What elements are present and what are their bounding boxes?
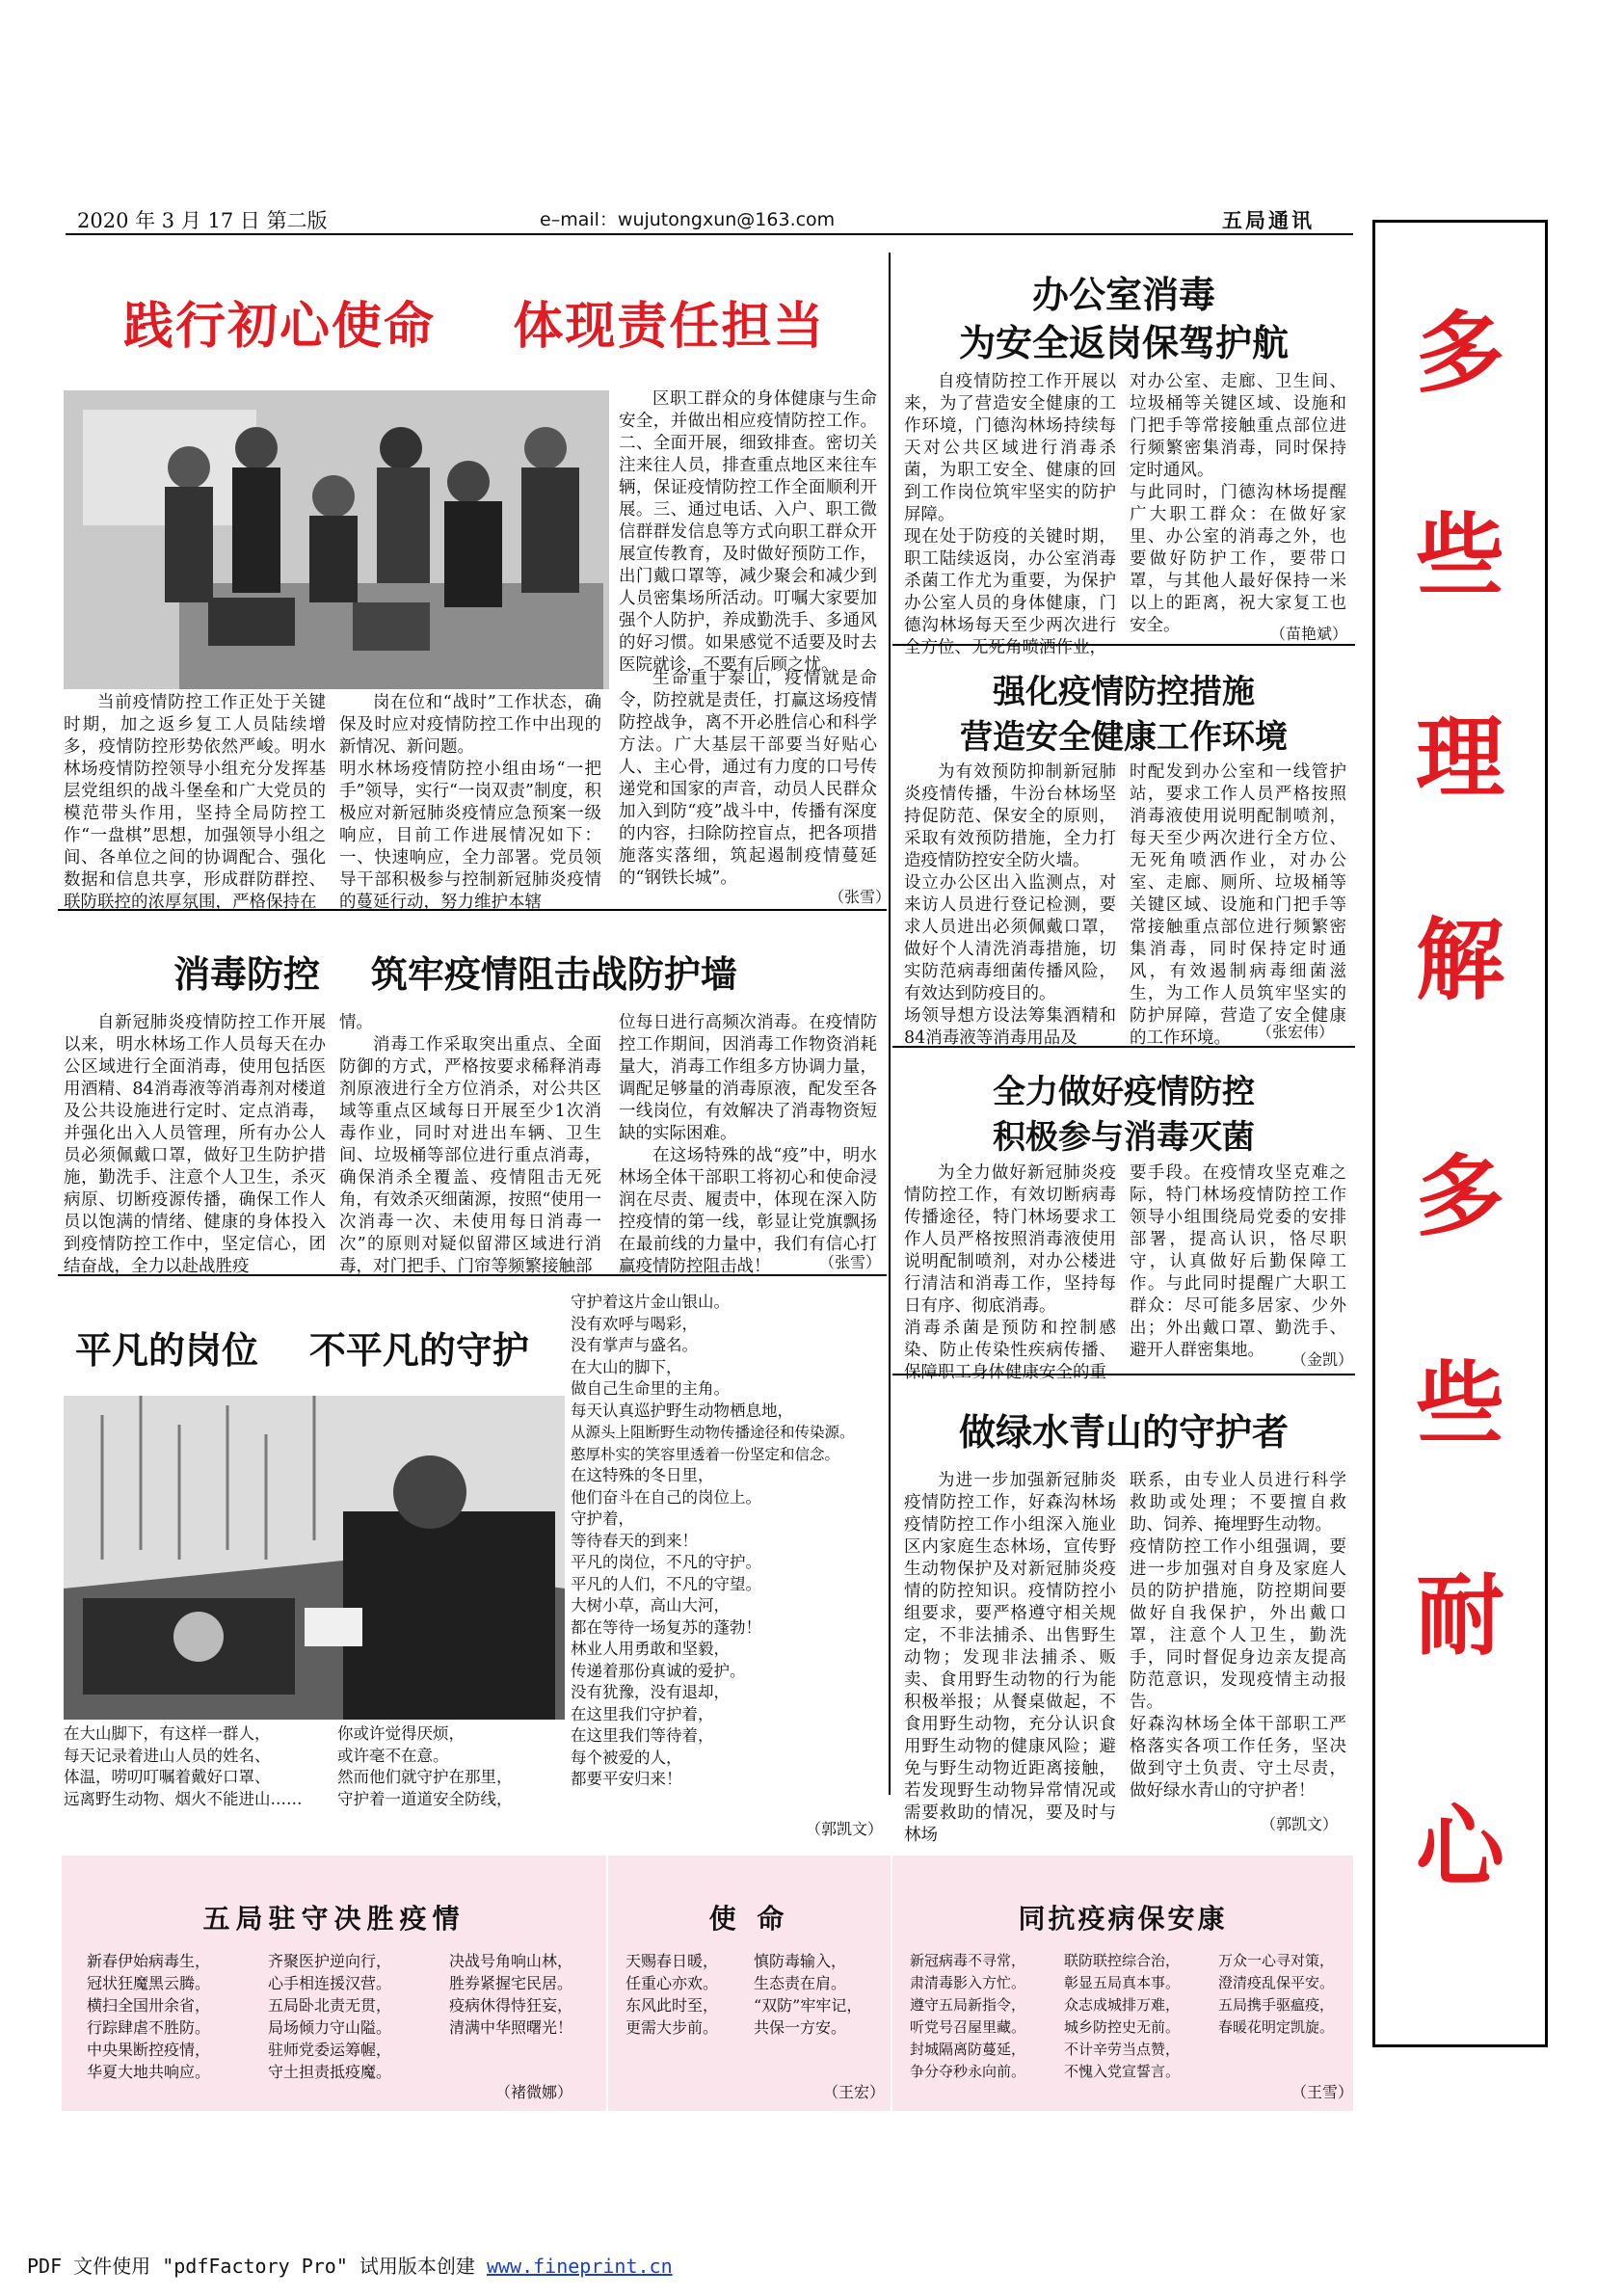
header-rule xyxy=(66,233,1353,235)
article-title: 办公室消毒 xyxy=(1031,274,1215,316)
byline: （王宏） xyxy=(823,2083,886,2101)
poem-line: 体温，唠叨叮嘱着戴好口罩、 xyxy=(64,1768,271,1786)
footer-note xyxy=(27,2251,673,2279)
article-title: 平凡的岗位 不平凡的守护 xyxy=(75,1329,529,1372)
article-2-col3a: 位每日进行高频次消毒。在疫情防控工作期间，因消毒工作物资消耗量大，消毒工作组多方协调力量，调配足够量的消毒原液，配发至各一线岗位，有效解决了消毒物资短缺的实际困难。 xyxy=(619,1013,877,1143)
header-email: e–mail：wujutongxun@163.com xyxy=(540,209,836,230)
article-5-col1: 为有效预防抑制新冠肺炎疫情传播，牛汾台林场坚持促防范、保安全的原则，采取有效预防措施，全力打造疫情防控安全防火墙。 设立办公区出入监测点，对来访人员进行登记检测，要求人员进出必须佩戴口罩，做好个人清洗消毒措施，切实防范病毒细菌传播风险，有效达到防疫目的。 场领导想方设法筹集酒精和84消毒液等消毒用品及 xyxy=(904,762,1116,1048)
banner-char: 些 xyxy=(1415,1352,1504,1455)
article-1-col2: 岗在位和“战时”工作状态，确保及时应对疫情防控工作中出现的新情况、新问题。 明水林场疫情防控小组由场“一把手”领导，实行“一岗双责”制度，积极应对新冠肺炎疫情应急预案一级响应，目前工作进展情况如下：一、快速响应，全力部署。党员领导干部积极参与控制新冠肺炎疫情的蔓延行动，努力维护本辖 xyxy=(339,693,601,912)
poem-mid xyxy=(337,1723,569,1810)
article-title: 践行初心使命 体现责任担当 xyxy=(123,298,826,356)
poem-column: 联防联控综合治， 彰显五局真本事。 众志成城排万难， 城乡防控史无前。 不计辛劳当点赞， 不愧入党宣誓言。 xyxy=(1064,1952,1181,2080)
poem-line: 在大山的脚下， xyxy=(571,1357,682,1376)
poem-line: 都在等待一场复苏的蓬勃！ xyxy=(571,1617,761,1637)
poem-line: 或许毫不在意。 xyxy=(337,1746,449,1765)
poem-title: 五局驻守决胜疫情 xyxy=(202,1903,466,1935)
poem-line: 没有犹豫，没有退却， xyxy=(571,1683,730,1701)
poems-box xyxy=(62,1855,1353,2111)
article-2-col2b: 消毒工作采取突出重点、全面防御的方式，严格按要求稀释消毒剂原液进行全方位消杀，对公共区域等重点区域每日开展至少1次消毒作业，同时对进出车辆、卫生间、垃圾桶等部位进行重点消毒，确保消杀全覆盖、疫情阻击无死角，有效杀灭细菌源，按照“使用一次消毒一次、未使用每日消毒一次”的原则对疑似留滞区域进行消毒，对门把手、门帘等频繁接触部 xyxy=(339,1035,601,1276)
byline: （张雪） xyxy=(819,1253,882,1271)
article-1-col3b: 生命重于泰山，疫情就是命令，防控就是责任，打赢这场疫情防控战争，离不开必胜信心和科学方法。广大基层干部要当好贴心人、主心骨，通过有力度的口号传递党和国家的声音，动员人民群众加入到防“疫”战斗中，传播有深度的内容，扫除防控盲点，把各项措施落实落细，筑起遏制疫情蔓延的“钢铁长城”。 xyxy=(619,669,877,888)
poem-line: 守护着， xyxy=(571,1509,634,1528)
article-subtitle: 积极参与消毒灭菌 xyxy=(993,1118,1255,1157)
article-5-col2: 时配发到办公室和一线管护站，要求工作人员严格按照消毒液使用说明配制喷剂，每天至少两次进行全方位、无死角喷洒作业，对办公室、走廊、厕所、垃圾桶等关键区域、设施和门把手等常接触重点部位进行频繁密集消毒，同时保持定时通风，有效遏制病毒细菌滋生，为工作人员筑牢坚实的防护屏障，营造了安全健康的工作环境。 xyxy=(1130,762,1346,1048)
banner-char: 理 xyxy=(1415,707,1504,810)
poem-column: 慎防毒输入， 生态责在肩。 “双防”牢牢记， 共保一方安。 xyxy=(754,1952,863,2037)
poem-column: 天赐春日暖， 任重心亦欢。 东风此时至， 更需大步前。 xyxy=(625,1952,719,2037)
article-6-col2: 要手段。在疫情攻坚克难之际，特门林场疫情防控工作领导小组围绕局党委的安排部署，提高认识，恪尽职守，认真做好后勤保障工作。与此同时提醒广大职工群众：尽可能多居家、少外出；外出戴口罩、勤洗手、避开人群密集地。 xyxy=(1130,1163,1346,1360)
poem-line: 在这特殊的冬日里， xyxy=(571,1466,714,1484)
footer-link[interactable]: www.fineprint.cn xyxy=(486,2255,673,2278)
poem-line: 憨厚朴实的笑容里透着一份坚定和信念。 xyxy=(571,1445,840,1463)
poem-line: 大树小草，高山大河， xyxy=(571,1596,730,1615)
article-title: 全力做好疫情防控 xyxy=(993,1073,1255,1111)
byline: （郭凯文） xyxy=(1261,1815,1339,1833)
poem-column: 新冠病毒不寻常， 肃清毒影入方忙。 遵守五局新指令， 听党号召屋里藏。 封城隔离防蔓延， 争分夺秒永向前。 xyxy=(910,1952,1026,2080)
article-2-col2a: 情。 xyxy=(339,1013,373,1032)
banner-char: 解 xyxy=(1415,909,1504,1012)
article-title: 做绿水青山的守护者 xyxy=(958,1411,1289,1454)
poem-line: 在这里我们守护着， xyxy=(571,1704,714,1723)
article-4-col2: 对办公室、走廊、卫生间、垃圾桶等关键区域、设施和门把手等常接触重点部位进行频繁密集消毒，同时保持定时通风。 与此同时，门德沟林场提醒广大职工群众：在做好家里、办公室的消毒之外，也要做好防护工作，要带口罩，与其他人最好保持一米以上的距离，祝大家复工也安全。 xyxy=(1130,372,1346,635)
poem-line: 平凡的人们，不凡的守望。 xyxy=(571,1574,761,1593)
poem-line: 你或许觉得厌烦， xyxy=(337,1724,465,1743)
poem-line: 每个被爱的人， xyxy=(571,1748,682,1767)
side-banner xyxy=(1372,220,1548,2047)
article-subtitle: 为安全返岗保驾护航 xyxy=(958,322,1289,364)
article-7-col1: 为进一步加强新冠肺炎疫情防控工作，好森沟林场疫情防控工作小组深入施业区内家庭生态林场，宣传野生动物保护及对新冠肺炎疫情的防控知识。疫情防控小组要求，要严格遵守相关规定，不非法捕杀、出售野生动物；发现非法捕杀、贩卖、食用野生动物的行为能积极举报；从餐桌做起，不食用野生动物，充分认识食用野生动物的健康风险；避免与野生动物近距离接触，若发现野生动物异常情况或需要救助的情况，要及时与林场 xyxy=(904,1471,1116,1845)
poem-divider xyxy=(891,1855,892,2111)
poem-line: 都要平安归来！ xyxy=(571,1770,682,1788)
article-title: 强化疫情防控措施 xyxy=(993,673,1255,711)
byline: （王雪） xyxy=(1291,2083,1354,2101)
poem-column: 齐聚医护逆向行， 心手相连援汉营。 五局卧北责无贯， 局场倾力守山隘。 驻师党委运筹幄， 守土担责抵疫魔。 xyxy=(268,1952,392,2081)
poem-line: 没有欢呼与喝彩， xyxy=(571,1314,698,1333)
article-4-col1: 自疫情防控工作开展以来，为了营造安全健康的工作环境，门德沟林场持续每天对公共区域进行消毒杀菌，为职工安全、健康的回到工作岗位筑牢坚实的防护屏障。 现在处于防疫的关键时期，职工陆续返岗，办公室消毒杀菌工作尤为重要，为保护办公室人员的身体健康，门德沟林场每天至少两次进行全方位、无死角喷洒作业， xyxy=(904,372,1116,657)
article-7-col2: 联系，由专业人员进行科学救助或处理；不要擅自救助、饲养、掩埋野生动物。 疫情防控工作小组强调，要进一步加强对自身及家庭人员的防护措施，防控期间要做好自我保护，外出戴口罩，注意个人卫生，勤洗手，同时督促身边亲友提高防范意识，发现疫情主动报告。 好森沟林场全体干部职工严格落实各项工作任务，坚决做到守土负责、守土尽责，做好绿水青山的守护者！ xyxy=(1130,1471,1346,1801)
poem-line: 守护着一道道安全防线， xyxy=(337,1789,513,1808)
date-edition: 2020 年 3 月 17 日 第二版 xyxy=(77,209,328,232)
poem-line: 没有掌声与盛名。 xyxy=(571,1336,698,1354)
poem-line: 在这里我们等待着， xyxy=(571,1726,714,1745)
poem-divider xyxy=(606,1855,608,2111)
poem-column: 决战号角响山林， 胜券紧握宅民居。 疫病休得恃狂妄， 清满中华照曙光！ xyxy=(449,1952,573,2037)
photo-checkpoint xyxy=(64,1396,565,1720)
byline: （苗艳斌） xyxy=(1270,625,1348,643)
article-2-col3b: 在这场特殊的战“疫”中，明水林场全体干部职工将初心和使命浸润在尽责、履责中，体现在深入防控疫情的第一线，彰显让党旗飘扬在最前线的力量中，我们有信心打赢疫情防控阻击战！ xyxy=(619,1146,877,1276)
banner-char: 心 xyxy=(1415,1796,1504,1899)
poem-line: 做自己生命里的主角。 xyxy=(571,1379,730,1398)
byline: （金凯） xyxy=(1291,1350,1354,1369)
byline: （褚微娜） xyxy=(495,2083,573,2101)
poem-column: 万众一心寻对策， 澄清疫乱保平安。 五局携手驱瘟疫， 春暖花明定凯旋。 xyxy=(1218,1952,1335,2036)
poem-title: 同抗疫病保安康 xyxy=(1018,1903,1228,1935)
column-divider xyxy=(889,253,891,1795)
poem-title: 使 命 xyxy=(708,1903,790,1935)
masthead: 五局通讯 xyxy=(1222,208,1315,232)
poem-line: 守护着这片金山银山。 xyxy=(571,1293,730,1311)
poem-line: 然而他们就守护在那里， xyxy=(337,1768,513,1786)
poem-line: 在大山脚下，有这样一群人， xyxy=(64,1724,271,1743)
poem-right xyxy=(571,1292,889,1791)
banner-char: 耐 xyxy=(1415,1564,1504,1668)
article-title: 消毒防控 筑牢疫情阻击战防护墙 xyxy=(173,953,737,996)
poem-line: 传递着那份真诚的爱护。 xyxy=(571,1661,746,1680)
article-subtitle: 营造安全健康工作环境 xyxy=(960,718,1288,757)
banner-char: 多 xyxy=(1415,1145,1504,1248)
poem-line: 他们奋斗在自己的岗位上。 xyxy=(571,1487,761,1507)
article-1-col3a: 区职工群众的身体健康与生命安全，并做出相应疫情防控工作。二、全面开展，细致排查。密切关注来往人员，排查重点地区来往车辆，保证疫情防控工作全面顺利开展。三、通过电话、入户、职工微信群群发信息等方式向职工群众开展宣传教育，及时做好预防工作，出门戴口罩等，减少聚会和减少到人员密集场所活动。叮嘱大家要加强个人防护，养成勤洗手、多通风的好习惯。如果感觉不适要及时去医院就诊，不要有后顾之忧。 xyxy=(619,389,877,675)
byline: （张雪） xyxy=(829,888,891,906)
poem-line: 林业人用勇敢和坚毅， xyxy=(571,1640,730,1658)
banner-char: 些 xyxy=(1415,504,1504,607)
photo-office-inspection xyxy=(64,390,609,689)
byline: （张宏伟） xyxy=(1257,1023,1335,1041)
poem-column: 新春伊始病毒生， 冠状狂魔黑云腾。 横扫全国卅余省， 行踪肆虐不胜防。 中央果断控疫情， 华夏大地共响应。 xyxy=(87,1952,211,2081)
poem-left xyxy=(64,1723,353,1810)
article-2-col1: 自新冠肺炎疫情防控工作开展以来，明水林场工作人员每天在办公区域进行全面消毒，使用包括医用酒精、84消毒液等消毒剂对楼道及公共设施进行定时、定点消毒，并强化出入人员管理，所有办公人员必须佩戴口罩，做好卫生防护措施，勤洗手、注意个人卫生，杀灭病原、切断疫源传播，确保工作人员以饱满的情绪、健康的身体投入到疫情防控工作中，坚定信心，团结奋战，全力以赴战胜疫 xyxy=(64,1013,326,1276)
byline: （郭凯文） xyxy=(806,1820,884,1838)
article-6-col1: 为全力做好新冠肺炎疫情防控工作，有效切断病毒传播途径，特门林场要求工作人员严格按照消毒液使用说明配制喷剂，对办公楼进行清洁和消毒工作，坚持每日有序、彻底消毒。 消毒杀菌是预防和控制感染、防止传染性疾病传播、保障职工身体健康安全的重 xyxy=(904,1163,1116,1382)
poem-line: 平凡的岗位，不凡的守护。 xyxy=(571,1553,761,1571)
poem-line: 从源头上阻断野生动物传播途径和传染源。 xyxy=(571,1424,855,1441)
poem-line: 等待春天的到来！ xyxy=(571,1531,698,1550)
banner-char: 多 xyxy=(1415,302,1504,405)
poem-line: 远离野生动物、烟火不能进山…… xyxy=(64,1789,303,1808)
poem-line: 每天记录着进山人员的姓名、 xyxy=(64,1746,271,1765)
poem-line: 每天认真巡护野生动物栖息地， xyxy=(571,1401,793,1420)
article-1-col1: 当前疫情防控工作正处于关键时期，加之返乡复工人员陆续增多，疫情防控形势依然严峻。明水林场疫情防控领导小组充分发挥基层党组织的战斗堡垒和广大党员的模范带头作用，坚持全局防控工作“一盘棋”思想，加强领导小组之间、各单位之间的协调配合、强化数据和信息共享，形成群防群控、联防联控的浓厚氛围，严格保持在 xyxy=(64,693,326,912)
footer-text: PDF 文件使用 "pdfFactory Pro" 试用版本创建 xyxy=(27,2255,487,2278)
